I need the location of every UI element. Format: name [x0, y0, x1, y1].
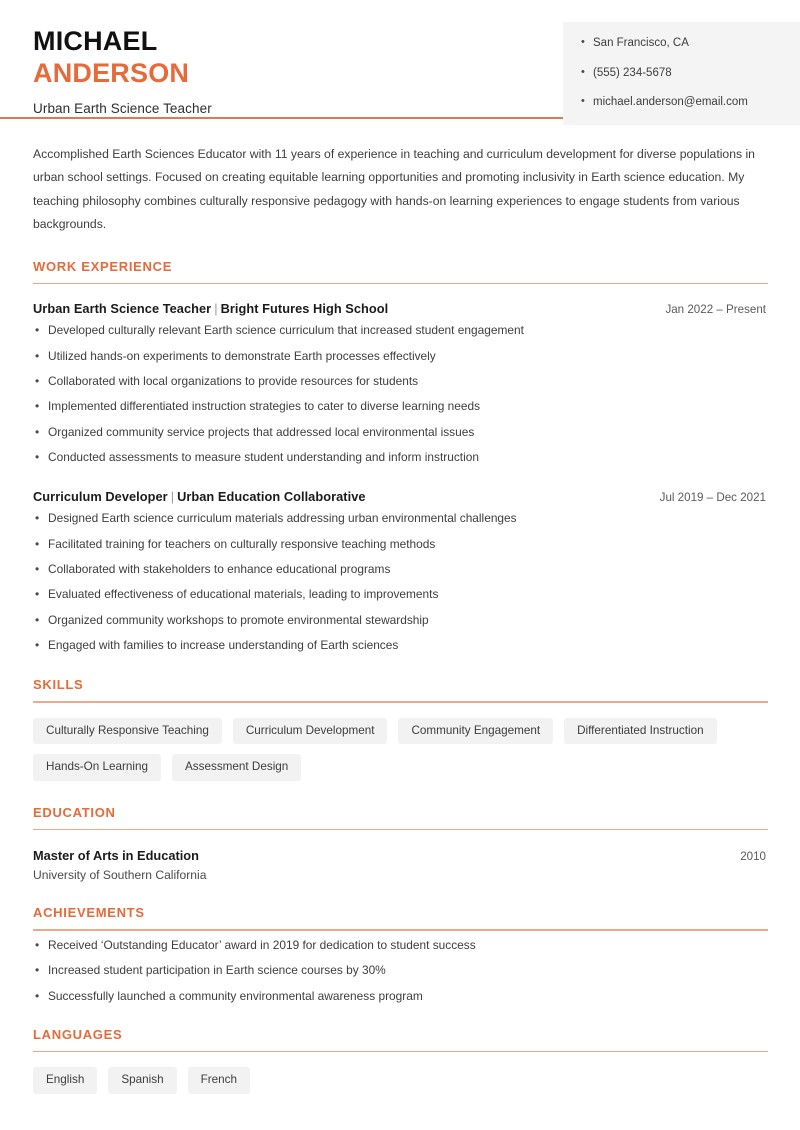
experience-entry-header [33, 489, 768, 504]
section-work-experience [33, 259, 768, 652]
experience-role: Urban Earth Science Teacher [33, 301, 212, 317]
experience-date: Jul 2019 – Dec 2021 [659, 491, 766, 505]
section-divider [33, 283, 768, 285]
first-name: MICHAEL [33, 26, 158, 56]
section-divider [33, 829, 768, 831]
experience-bullets [33, 325, 768, 464]
education-degree: Master of Arts in Education [33, 848, 199, 864]
contact-info-box [563, 22, 800, 125]
skill-pill: Community Engagement [398, 718, 553, 745]
section-achievements [33, 905, 768, 1002]
bullet-item: • Collaborated with local organizations to provide resources for students [33, 376, 768, 388]
skill-pill: Curriculum Development [233, 718, 388, 745]
section-divider [33, 929, 768, 931]
experience-entry [33, 301, 768, 464]
section-title-skills: SKILLS [33, 677, 84, 693]
section-title-education: EDUCATION [33, 804, 116, 820]
resume-header [0, 0, 800, 117]
bullet-item: • Evaluated effectiveness of educational materials, leading to improvements [33, 589, 768, 601]
bullet-item: • Received ‘Outstanding Educator’ award in 2019 for dedication to student success [33, 940, 768, 952]
bullet-item: • Organized community workshops to promote environmental stewardship [33, 615, 768, 627]
experience-bullets [33, 513, 768, 652]
contact-item-phone[interactable]: • (555) 234-5678 [581, 68, 800, 80]
bullet-item: • Successfully launched a community environmental awareness program [33, 991, 768, 1003]
experience-date: Jan 2022 – Present [665, 303, 766, 317]
section-title-languages: LANGUAGES [33, 1026, 123, 1042]
education-year: 2010 [740, 850, 766, 864]
skills-pill-list [33, 718, 768, 781]
header-identity [0, 22, 212, 116]
education-school: University of Southern California [33, 868, 207, 883]
achievements-list [33, 937, 768, 1003]
resume-body [0, 119, 800, 1094]
experience-title-line [33, 489, 366, 504]
header-job-title: Urban Earth Science Teacher [33, 100, 212, 116]
section-skills [33, 677, 768, 781]
bullet-item: • Collaborated with stakeholders to enhance educational programs [33, 564, 768, 576]
language-pill: French [188, 1067, 250, 1094]
section-divider [33, 1051, 768, 1053]
bullet-item: • Conducted assessments to measure student understanding and inform instruction [33, 452, 768, 464]
skill-pill: Assessment Design [172, 754, 301, 781]
bullet-item: • Implemented differentiated instruction strategies to cater to diverse learning needs [33, 401, 768, 413]
section-divider [33, 701, 768, 703]
bullet-item: • Utilized hands-on experiments to demonstrate Earth processes effectively [33, 351, 768, 363]
language-pill: English [33, 1067, 97, 1094]
experience-entry [33, 489, 768, 652]
section-education [33, 805, 768, 883]
title-separator: | [214, 301, 218, 317]
last-name: ANDERSON [33, 57, 190, 88]
contact-item-email[interactable]: • michael.anderson@email.com [581, 97, 800, 109]
skill-pill: Differentiated Instruction [564, 718, 716, 745]
education-entry-header [33, 848, 768, 863]
bullet-item: • Increased student participation in Earth science courses by 30% [33, 965, 768, 977]
experience-entry-header [33, 301, 768, 316]
education-entry [33, 848, 768, 882]
contact-list [581, 38, 800, 109]
language-pill: Spanish [108, 1067, 176, 1094]
experience-company: Urban Education Collaborative [177, 489, 366, 505]
experience-title-line [33, 301, 388, 316]
section-title-achievements: ACHIEVEMENTS [33, 905, 145, 921]
bullet-item: • Engaged with families to increase understanding of Earth sciences [33, 640, 768, 652]
section-languages [33, 1027, 768, 1094]
professional-summary: Accomplished Earth Sciences Educator with 11 years of experience in teaching and curriculum development for diverse populations in urban school settings. Focused on creating equitable learning opportunities and promoting inclusivity in Earth science education. My teaching philosophy combines culturally responsive pedagogy with hands-on learning experiences to engage students from various backgrounds. [33, 147, 755, 232]
title-separator: | [170, 489, 175, 505]
contact-item-location: • San Francisco, CA [581, 38, 800, 50]
experience-company: Bright Futures High School [220, 301, 389, 317]
experience-role: Curriculum Developer [33, 489, 168, 505]
bullet-item: • Organized community service projects that addressed local environmental issues [33, 427, 768, 439]
bullet-item: • Designed Earth science curriculum materials addressing urban environmental challenges [33, 513, 768, 525]
section-title-work-experience: WORK EXPERIENCE [33, 258, 173, 274]
bullet-item: • Facilitated training for teachers on culturally responsive teaching methods [33, 539, 768, 551]
languages-pill-list [33, 1067, 768, 1094]
skill-pill: Culturally Responsive Teaching [33, 718, 222, 745]
bullet-item: • Developed culturally relevant Earth science curriculum that increased student engagement [33, 325, 768, 337]
skill-pill: Hands-On Learning [33, 754, 161, 781]
